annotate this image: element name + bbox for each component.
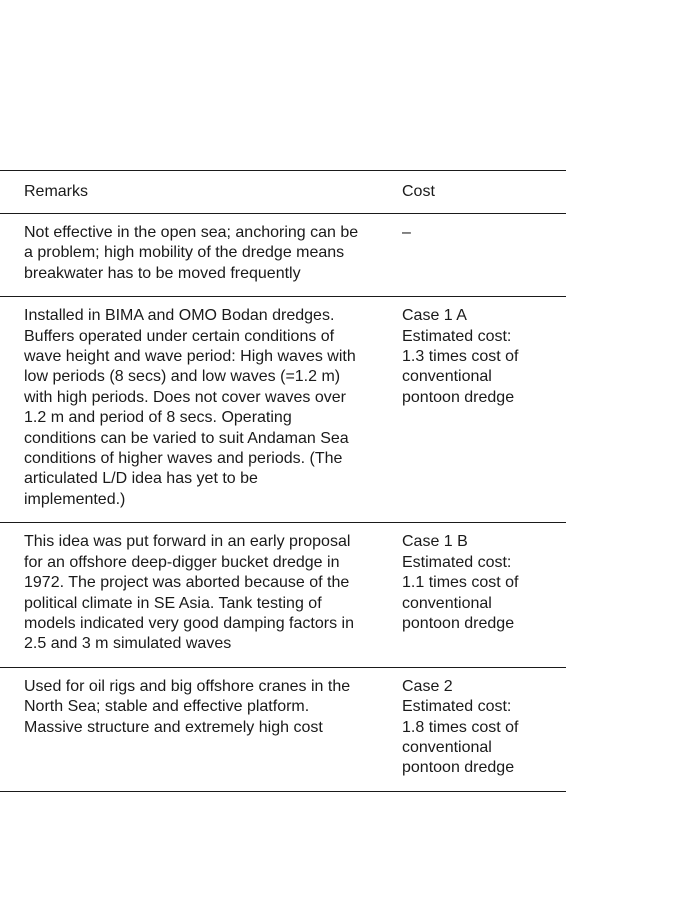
remarks-cell: Installed in BIMA and OMO Bodan dredges. Buffers operated under certain conditions of wave height and wave period: High waves with low periods (8 secs) and low waves (=1.2 m) with high periods. Does not cover waves over 1.2 m and period of 8 secs. Operating conditions can be varied to suit Andaman Sea conditions of higher waves and periods. (The articulated L/D idea has yet to be implemented.) (24, 307, 356, 508)
remarks-column-header: Remarks (24, 182, 89, 200)
remarks-cell: Used for oil rigs and big offshore cranes in the North Sea; stable and effective platform. Massive structure and extremely high cost (24, 677, 351, 736)
cost-cell: Case 1 B Estimated cost: 1.1 times cost of conventional pontoon dredge (402, 533, 519, 632)
table-header-row (0, 171, 566, 214)
cost-cell: Case 1 A Estimated cost: 1.3 times cost of conventional pontoon dredge (402, 307, 519, 406)
table-row (0, 297, 566, 523)
cost-column-header: Cost (402, 182, 435, 200)
remarks-cell: Not effective in the open sea; anchoring can be a problem; high mobility of the dredge means breakwater has to be moved frequently (24, 224, 359, 282)
table-row (0, 214, 566, 297)
remarks-cost-table (0, 170, 566, 792)
table-row (0, 668, 566, 791)
cost-cell: Case 2 Estimated cost: 1.8 times cost of conventional pontoon dredge (402, 677, 519, 777)
remarks-cell: This idea was put forward in an early proposal for an offshore deep-digger bucket dredge in 1972. The project was aborted because of the political climate in SE Asia. Tank testing of models indicated very good damping factors in 2.5 and 3 m simulated waves (24, 533, 354, 653)
table-row (0, 523, 566, 667)
cost-cell: – (402, 224, 411, 241)
